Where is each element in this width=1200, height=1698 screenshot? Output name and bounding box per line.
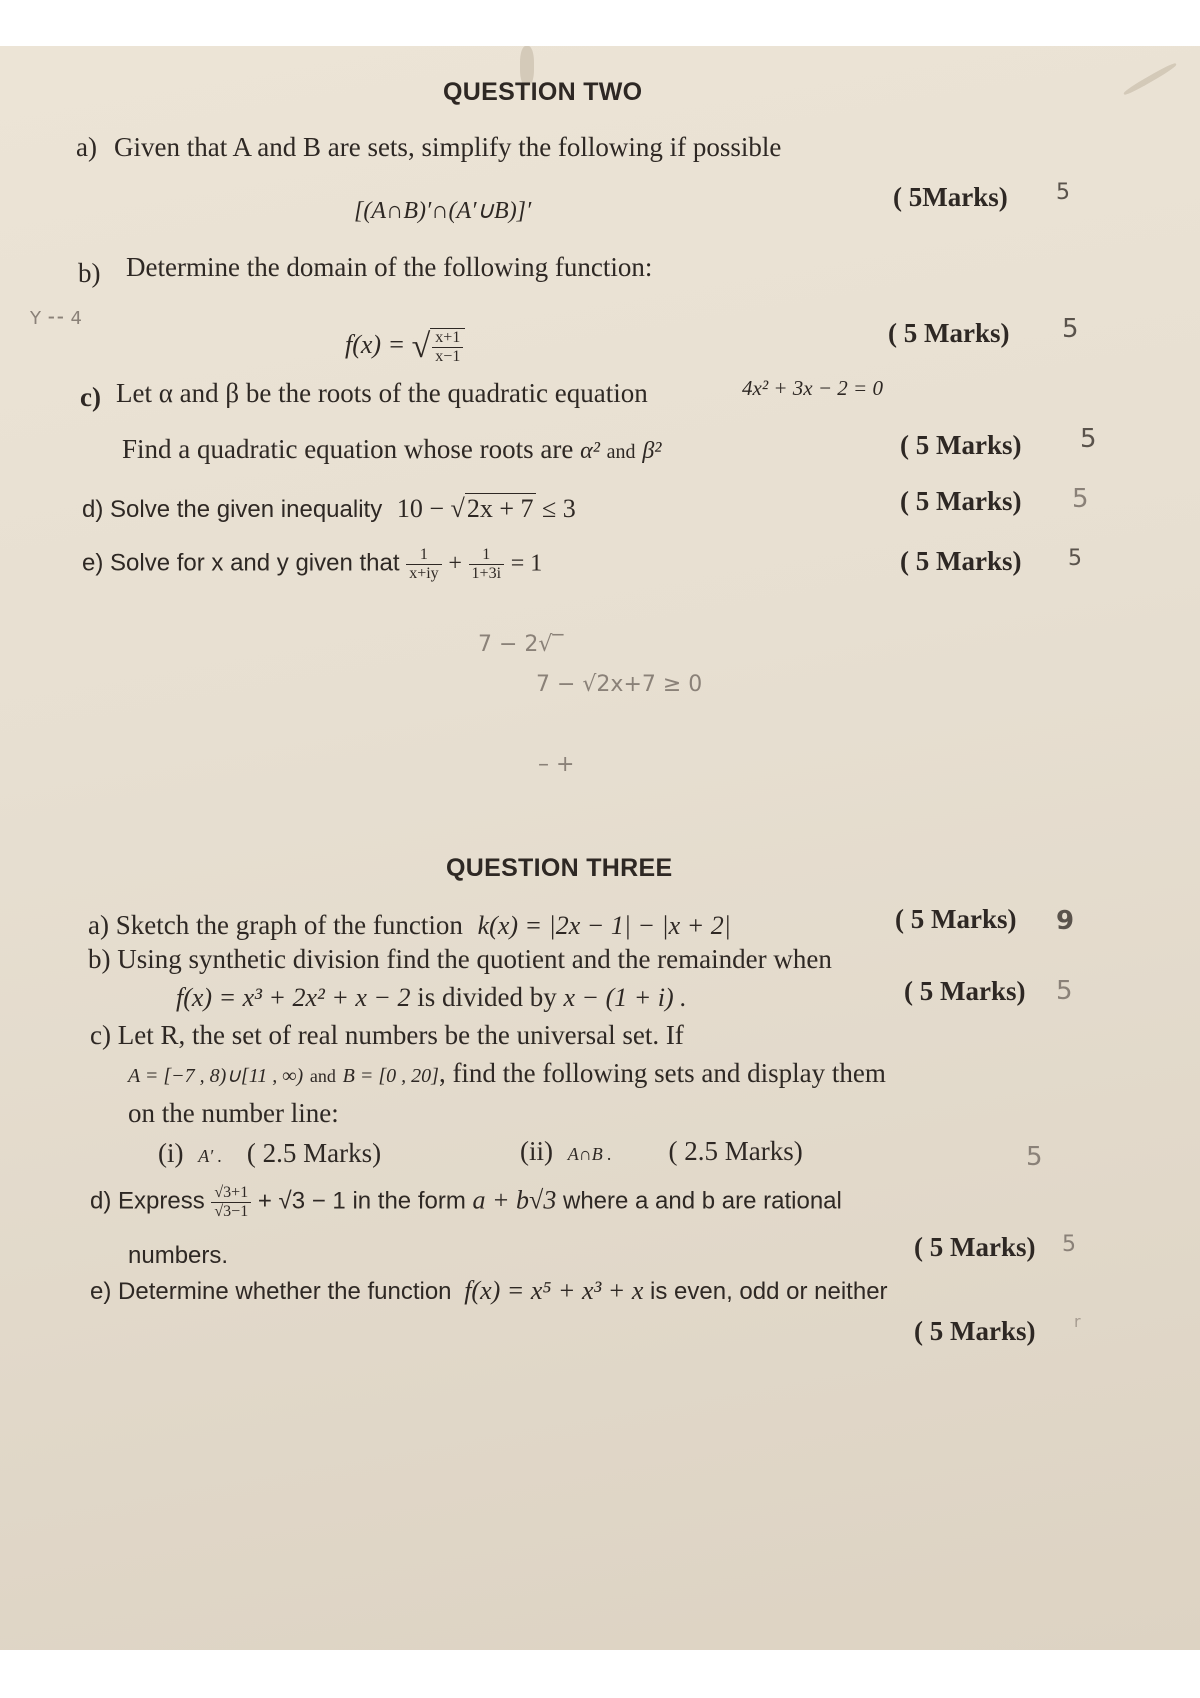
q3d-text3: numbers.: [128, 1242, 229, 1269]
q2b-marks: ( 5 Marks): [888, 318, 1010, 348]
q2c-beta-sq: β²: [642, 438, 662, 464]
q2b-numerator: x+1: [432, 329, 463, 348]
q3d-row: [90, 1184, 842, 1220]
q3c-ii-label: (ii): [520, 1136, 553, 1166]
q3b-divisor: x − (1 + i) .: [563, 983, 687, 1012]
q3e-text: Determine whether the function: [118, 1278, 452, 1305]
q3c-ii-expr: A∩B .: [567, 1144, 612, 1164]
pen-mark: [1123, 61, 1178, 96]
q3c-set-a: A = [−7 , 8)∪[11 , ∞): [128, 1065, 304, 1087]
q3c-set-b: B = [0 , 20]: [342, 1065, 439, 1087]
q3c-i-label: (i): [158, 1138, 184, 1168]
q3b-marks: ( 5 Marks): [904, 976, 1026, 1006]
q3d-text: Express: [118, 1187, 205, 1215]
q2c-text: Let α and β be the roots of the quadratic equation: [116, 378, 648, 408]
q3d-text2: where a and b are rational: [563, 1187, 842, 1215]
q3c-ii-marks: ( 2.5 Marks): [668, 1136, 803, 1166]
q2b-fx: f(x) =: [345, 329, 412, 359]
q2e-num1: 1: [406, 546, 441, 565]
q2c-label: c): [80, 382, 101, 412]
q2e-label: e): [82, 549, 104, 577]
q3c-i-expr: A′ .: [198, 1146, 223, 1166]
q2a-label: a): [76, 132, 97, 162]
q2d-score: 5: [1072, 484, 1089, 514]
q3d-denominator: √3−1: [214, 1202, 249, 1220]
q3-title: QUESTION THREE: [446, 854, 673, 882]
q3a-expression: k(x) = |2x − 1| − |x + 2|: [477, 911, 731, 940]
q2d-label: d): [82, 496, 104, 523]
q2c-alpha-sq: α²: [580, 438, 600, 464]
q3e-expression: f(x) = x⁵ + x³ + x: [464, 1276, 644, 1305]
q2b-label: b): [78, 258, 101, 288]
q2e-den1: x+iy: [409, 564, 439, 582]
q3a-text: Sketch the graph of the function: [115, 910, 463, 940]
q3b-row2: [176, 982, 687, 1013]
q3b-expression: f(x) = x³ + 2x² + x − 2: [176, 983, 411, 1012]
q3b-text: Using synthetic division find the quotient and the remainder when: [117, 944, 832, 974]
q3a-label: a): [88, 910, 109, 940]
q3e-row: [90, 1276, 888, 1306]
q2e-marks: ( 5 Marks): [900, 546, 1022, 576]
q3c-part-i: [158, 1138, 381, 1169]
q2e-row: [82, 546, 542, 582]
q2-title: QUESTION TWO: [443, 78, 643, 106]
q3c-part-ii: [520, 1136, 803, 1167]
q3e-score: r: [1074, 1312, 1081, 1331]
q2d-inequality: 10 − √2x + 7 ≤ 3: [396, 494, 576, 523]
q2c-score: 5: [1080, 424, 1097, 454]
q2b-denominator: x−1: [435, 348, 461, 365]
q3e-marks: ( 5 Marks): [914, 1316, 1036, 1346]
q2d-pre: 10 −: [396, 494, 451, 523]
q2d-post: ≤ 3: [535, 494, 576, 523]
q2d-marks: ( 5 Marks): [900, 486, 1022, 516]
q3c-label: c): [90, 1020, 111, 1050]
q3d-mid: + √3 − 1 in the form: [257, 1187, 466, 1215]
q3d-score: 5: [1062, 1232, 1076, 1257]
q3e-text2: is even, odd or neither: [650, 1278, 888, 1305]
q3b-text2: is divided by: [417, 982, 557, 1012]
q2b-score: 5: [1062, 314, 1079, 344]
q3c-row2: [128, 1058, 886, 1089]
q2e-den2: 1+3i: [471, 564, 502, 582]
q2d-row: [82, 494, 576, 524]
handwritten-tick: – +: [538, 752, 575, 777]
q3d-numerator: √3+1: [211, 1184, 251, 1203]
q3d-fraction: [211, 1184, 251, 1220]
q2c-text2: [122, 434, 661, 465]
margin-handwriting: Y ⁃⁃ 4: [30, 308, 82, 329]
q2a-expression: [(A∩B)′∩(A′∪B)]′: [354, 198, 532, 224]
q3c-text3: on the number line:: [128, 1098, 339, 1128]
q3c-score: 5: [1026, 1142, 1043, 1172]
q3b-label: b): [88, 944, 111, 974]
exam-paper: [0, 46, 1200, 1650]
q2c-equation: 4x² + 3x − 2 = 0: [742, 376, 883, 400]
q3a-marks: ( 5 Marks): [895, 904, 1017, 934]
q2d-text: Solve the given inequality: [110, 496, 383, 523]
q3c-text: Let R, the set of real numbers be the universal set. If: [117, 1020, 684, 1050]
q3b-score: 5: [1056, 976, 1073, 1006]
q2a-score: 5: [1056, 180, 1070, 205]
q2c-find-text: Find a quadratic equation whose roots are: [122, 434, 574, 464]
q2e-frac1: [406, 546, 441, 582]
handwritten-work-1: 7 − 2√‾: [478, 632, 564, 657]
q2c-marks: ( 5 Marks): [900, 430, 1022, 460]
q2e-frac2: [469, 546, 504, 582]
q2a-text: Given that A and B are sets, simplify the following if possible: [114, 132, 782, 162]
q3e-label: e): [90, 1278, 112, 1305]
q2b-function: [345, 328, 465, 366]
q3c-i-marks: ( 2.5 Marks): [246, 1138, 382, 1168]
q3c-and: and: [309, 1066, 336, 1086]
q2d-radicand: 2x + 7: [466, 494, 534, 523]
q3d-marks: ( 5 Marks): [914, 1232, 1036, 1262]
q2b-text: Determine the domain of the following function:: [126, 252, 653, 282]
q2e-num2: 1: [469, 546, 504, 565]
q2a-marks: ( 5Marks): [893, 182, 1008, 212]
q2e-text: Solve for x and y given that: [110, 549, 400, 577]
q2c-and: and: [606, 441, 636, 463]
q3d-label: d): [90, 1187, 112, 1215]
q3d-form: a + b√3: [472, 1185, 557, 1215]
handwritten-work-2: 7 − √2x+7 ≥ 0: [536, 672, 703, 697]
q2e-score: 5: [1068, 546, 1082, 571]
radical-sign: √: [411, 328, 431, 365]
q3c-row: [90, 1020, 684, 1051]
q2e-plus: +: [448, 550, 462, 577]
q3c-text2: , find the following sets and display them: [438, 1058, 886, 1088]
q2b-fraction: [430, 328, 465, 365]
q2e-equals: = 1: [510, 550, 543, 577]
q3a-row: [88, 910, 731, 941]
q3a-score: 9: [1056, 906, 1075, 936]
q3b-row: [88, 944, 832, 975]
